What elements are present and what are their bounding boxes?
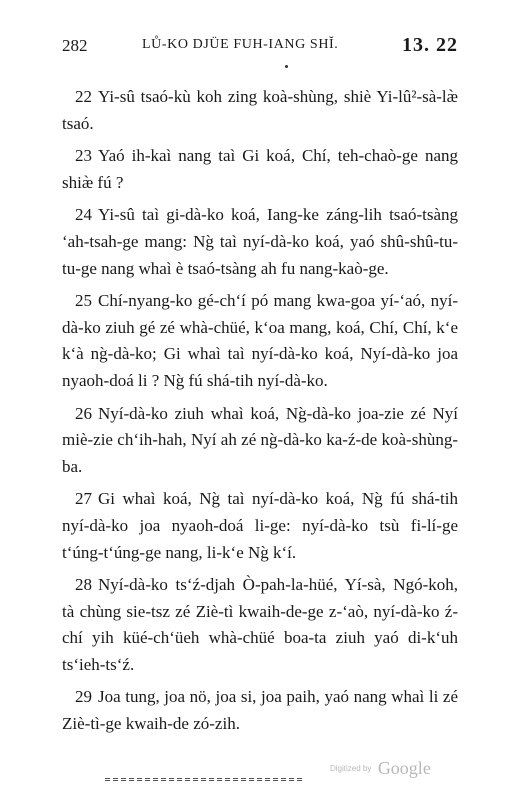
verse-number: 28	[75, 575, 92, 595]
verse-text: Gi whaì koá, Ng̀ taì nyí-dà-ko koá, Ng̀ fú shá-tih nyí-dà-ko joa nyaoh-doá li-ge: nyí-dà-ko tsù fi-lí-ge t‘úng-t‘úng-ge nang, li-k‘e Ng̀ k‘í.	[62, 489, 458, 562]
watermark-prefix: Digitized by	[330, 764, 372, 773]
verse-23	[62, 143, 458, 196]
verse-number: 23	[75, 146, 92, 166]
verse-29	[62, 684, 458, 737]
footer-rule	[105, 778, 305, 781]
verse-24	[62, 202, 458, 282]
verse-text: Yaó ih-kaì nang taì Gi koá, Chí, teh-chaò-ge nang shiæ̀ fú ?	[62, 146, 458, 192]
verse-number: 26	[75, 403, 92, 423]
verse-text: Nyí-dà-ko ziuh whaì koá, Ng̀-dà-ko joa-zie zé Nyí miè-zie ch‘ih-hah, Nyí ah zé ng̀-dà-ko ka-ź-de koà-shùng-ba.	[62, 403, 458, 476]
running-title: LŮ-KO DJÜE FUH-IANG SHĬ.	[142, 37, 339, 52]
digitized-watermark	[330, 758, 431, 779]
verse-25	[62, 288, 458, 394]
ink-dot	[285, 65, 288, 68]
verse-text: Joa tung, joa nö, joa si, joa paih, yaó nang whaì li zé Ziè-tì-ge kwaih-de zó-zih.	[62, 687, 458, 734]
verse-number: 29	[75, 687, 92, 707]
verse-text: Yi-sû tsaó-kù koh zing koà-shùng, shiè Yi-lû²-sà-læ̀ tsaó.	[62, 87, 458, 133]
page-number: 282	[62, 36, 88, 55]
verse-number: 24	[75, 205, 92, 225]
verse-number: 22	[75, 87, 92, 106]
verse-text: Nyí-dà-ko ts‘ź-djah Ò-pah-la-hüé, Yí-sà, Ngó-koh, tà chùng sie-tsz zé Ziè-tì kwaih-de-ge z-‘aò, nyí-dà-ko ź-chí yih küé-ch‘üeh whà-chüé boa-ta ziuh yaó di-k‘uh ts‘ieh-ts‘ź.	[62, 575, 458, 674]
verse-list	[62, 84, 458, 744]
verse-text: Chí-nyang-ko gé-ch‘í pó mang kwa-goa yí-‘aó, nyí-dà-ko ziuh gé zé whà-chüé, k‘oa mang, koá, Chí, Chí, k‘e k‘à ng̀-dà-ko; Gi whaì taì nyí-dà-ko koá, Nyí-dà-ko joa nyaoh-doá li ? Ng̀ fú shá-tih nyí-dà-ko.	[62, 291, 458, 390]
verse-28	[62, 572, 458, 678]
chapter-verse-reference: 13. 22	[402, 34, 458, 56]
google-logo: Google	[377, 758, 431, 778]
verse-number: 25	[75, 291, 92, 311]
verse-text: Yi-sû taì gi-dà-ko koá, Iang-ke záng-lih tsaó-tsàng ‘ah-tsah-ge mang: Ng̀ taì nyí-dà-ko koá, yaó shû-shû-tu-tu-ge nang whaì è tsaó-tsàng ah fu nang-kaò-ge.	[62, 205, 458, 278]
verse-26	[62, 401, 458, 481]
verse-22	[62, 84, 458, 137]
running-head	[62, 36, 458, 60]
verse-27	[62, 486, 458, 566]
verse-number: 27	[75, 489, 92, 509]
